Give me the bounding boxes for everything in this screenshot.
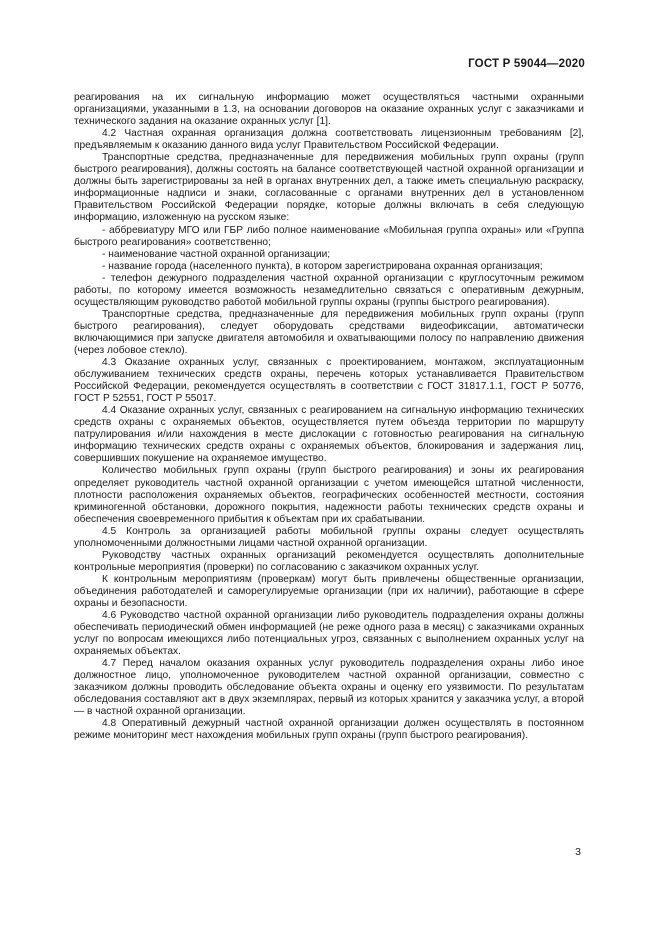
paragraph: 4.3 Оказание охранных услуг, связанных с проектированием, монтажом, эксплуатационным обслуживанием технических средств охраны, перечень которых устанавливается Правительством Российской Федерации, рекомендуется осуществлять в соответствии с ГОСТ 31817.1.1, ГОСТ Р 50776, ГОСТ Р 52551, ГОСТ Р 55017. bbox=[74, 357, 584, 405]
paragraph: реагирования на их сигнальную информацию может осуществляться частными охранными организациями, указанными в 1.3, на основании договоров на оказание охранных услуг с заказчиками и технического задания на оказание охранных услуг [1]. bbox=[74, 92, 584, 128]
paragraph: Транспортные средства, предназначенные для передвижения мобильных групп охраны (групп быстрого реагирования), должны состоять на балансе соответствующей частной охранной организации и должны быть зарегистрированы за ней в органах внутренних дел, а также иметь специальную раскраску, информационные надписи и знаки, согласованные с органами внутренних дел в установленном Правительством Российской Федерации порядке, которые должны включать в себя следующую информацию, изложенную на русском языке: bbox=[74, 152, 584, 224]
paragraph: 4.8 Оперативный дежурный частной охранной организации должен осуществлять в постоянном режиме мониторинг мест нахождения мобильных групп охраны (групп быстрого реагирования). bbox=[74, 718, 584, 742]
paragraph: 4.4 Оказание охранных услуг, связанных с реагированием на сигнальную информацию технических средств охраны с охраняемых объектов, осуществляется путем объезда территории по маршруту патрулирования и/или нахождения в месте дислокации с готовностью реагирования на сигнальную информацию технических средств охраны с охраняемых объектов, блокирования и задержания лиц, совершивших покушение на охраняемое имущество. bbox=[74, 405, 584, 465]
paragraph: Количество мобильных групп охраны (групп быстрого реагирования) и зоны их реагирования определяет руководитель частной охранной организации с учетом имеющейся штатной численности, плотности расположения охраняемых объектов, географических особенностей местности, состояния криминогенной обстановки, дорожного покрытия, надежности работы технических средств охраны и обеспечения своевременного прибытия к объектам при их срабатывании. bbox=[74, 465, 584, 525]
paragraph: 4.6 Руководство частной охранной организации либо руководитель подразделения охраны должны обеспечивать периодический обмен информацией (не реже одного раза в месяц) с заказчиками охранных услуг по вопросам имеющихся либо потенциальных угроз, связанных с выполнением охранных услуг на охраняемых объектах. bbox=[74, 610, 584, 658]
paragraph: 4.5 Контроль за организацией работы мобильной группы охраны следует осуществлять уполномоченными должностными лицами частной охранной организации. bbox=[74, 525, 584, 549]
list-item: - аббревиатуру МГО или ГБР либо полное наименование «Мобильная группа охраны» или «Группа быстрого реагирования» соответственно; bbox=[74, 224, 584, 248]
list-item: - наименование частной охранной организации; bbox=[102, 248, 331, 260]
paragraph: 4.7 Перед началом оказания охранных услуг руководитель подразделения охраны либо иное должностное лицо, уполномоченное руководителем частной охранной организации, совместно с заказчиком должны проводить обследование объекта охраны и оценку его уязвимости. По результатам обследования составляют акт в двух экземплярах, первый из которых хранится у заказчика услуг, а второй — в частной охранной организации. bbox=[74, 658, 584, 718]
paragraph: Руководству частных охранных организаций рекомендуется осуществлять дополнительные контрольные мероприятия (проверки) по согласованию с заказчиком охранных услуг. bbox=[74, 549, 584, 573]
standard-header: ГОСТ Р 59044—2020 bbox=[468, 58, 585, 70]
page-number: 3 bbox=[575, 846, 581, 858]
paragraph: Транспортные средства, предназначенные для передвижения мобильных групп охраны (групп быстрого реагирования), следует оборудовать средствами видеофиксации, автоматически включающимися при запуске двигателя автомобиля и охватывающими полосу по направлению движения (через лобовое стекло). bbox=[74, 308, 584, 356]
list-item: - телефон дежурного подразделения частной охранной организации с круглосуточным режимом работы, по которому имеется возможность незамедлительно связаться с оперативным дежурным, осуществляющим руководство работой мобильной группы охраны (группы быстрого реагирования). bbox=[74, 272, 584, 308]
paragraph: 4.2 Частная охранная организация должна соответствовать лицензионным требованиям [2], предъявляемым к оказанию данного вида услуг Правительством Российской Федерации. bbox=[74, 128, 584, 152]
document-body bbox=[74, 92, 584, 743]
paragraph: К контрольным мероприятиям (проверкам) могут быть привлечены общественные организации, объединения работодателей и саморегулируемые организации (при их наличии), работающие в сфере охраны и безопасности. bbox=[74, 573, 584, 609]
list-item: - название города (населенного пункта), в котором зарегистрирована охранная организация; bbox=[102, 260, 543, 272]
